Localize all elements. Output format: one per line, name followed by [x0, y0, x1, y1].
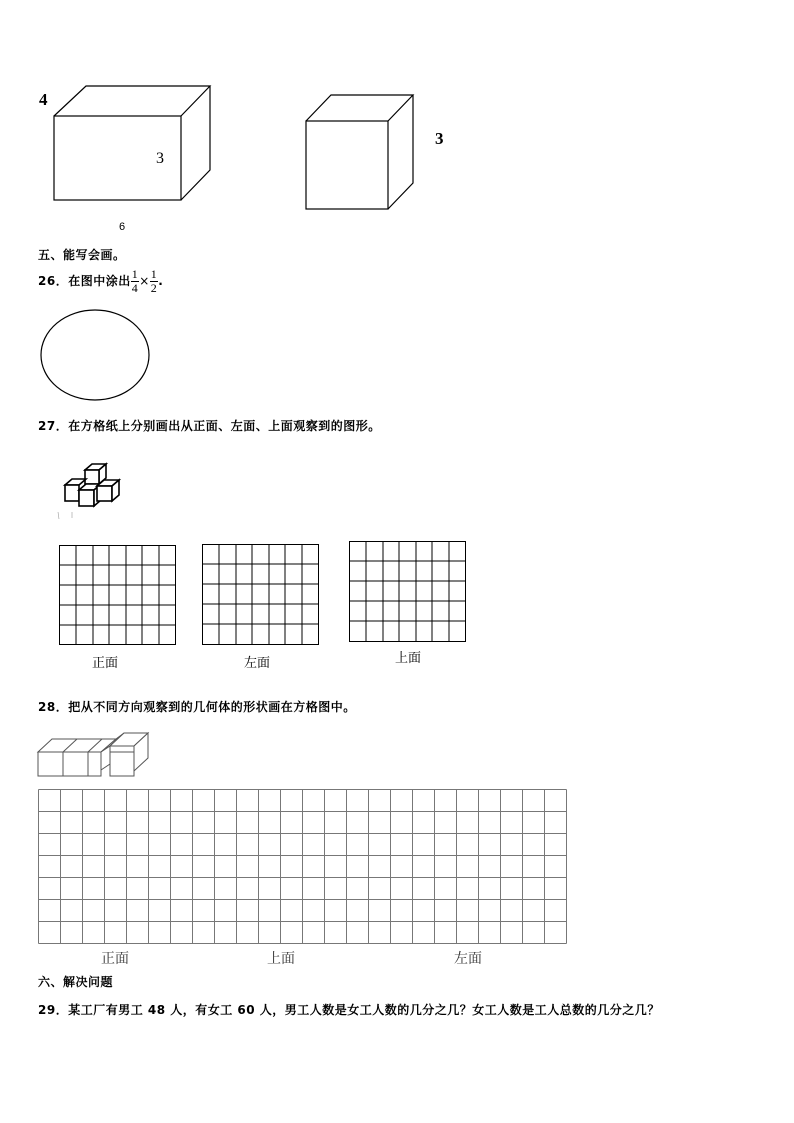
- section-six-title: 六、解决问题: [38, 975, 114, 989]
- times-sign: ×: [139, 274, 150, 288]
- q28-label-front: 正面: [101, 951, 129, 967]
- question-27: 27．在方格纸上分别画出从正面、左面、上面观察到的图形。: [38, 419, 381, 433]
- section-five-title: 五、能写会画。: [38, 248, 126, 262]
- frac2-numerator: 1: [150, 267, 158, 281]
- q27-label-left: 左面: [244, 656, 271, 671]
- question-29: 29．某工厂有男工 48 人，有女工 60 人，男工人数是女工人数的几分之几？女工人数是工人总数的几分之几？: [38, 1003, 660, 1017]
- frac1-numerator: 1: [131, 267, 139, 281]
- cuboid-front-label: 4: [39, 90, 48, 109]
- q28-label-top: 上面: [267, 951, 295, 967]
- cube-side-label: 3: [435, 129, 444, 148]
- q26-suffix: .: [158, 274, 164, 288]
- cuboid-side-label: 3: [156, 150, 164, 167]
- q27-label-front: 正面: [92, 656, 119, 671]
- q27-label-top: 上面: [395, 651, 422, 666]
- frac1-denominator: 4: [131, 281, 139, 295]
- frac2-denominator: 2: [150, 281, 158, 295]
- q28-label-left: 左面: [454, 951, 482, 967]
- q26-prefix: 26．在图中涂出: [38, 274, 131, 288]
- cuboid-bottom-label: 6: [119, 221, 126, 233]
- question-28: 28．把从不同方向观察到的几何体的形状画在方格图中。: [38, 700, 356, 714]
